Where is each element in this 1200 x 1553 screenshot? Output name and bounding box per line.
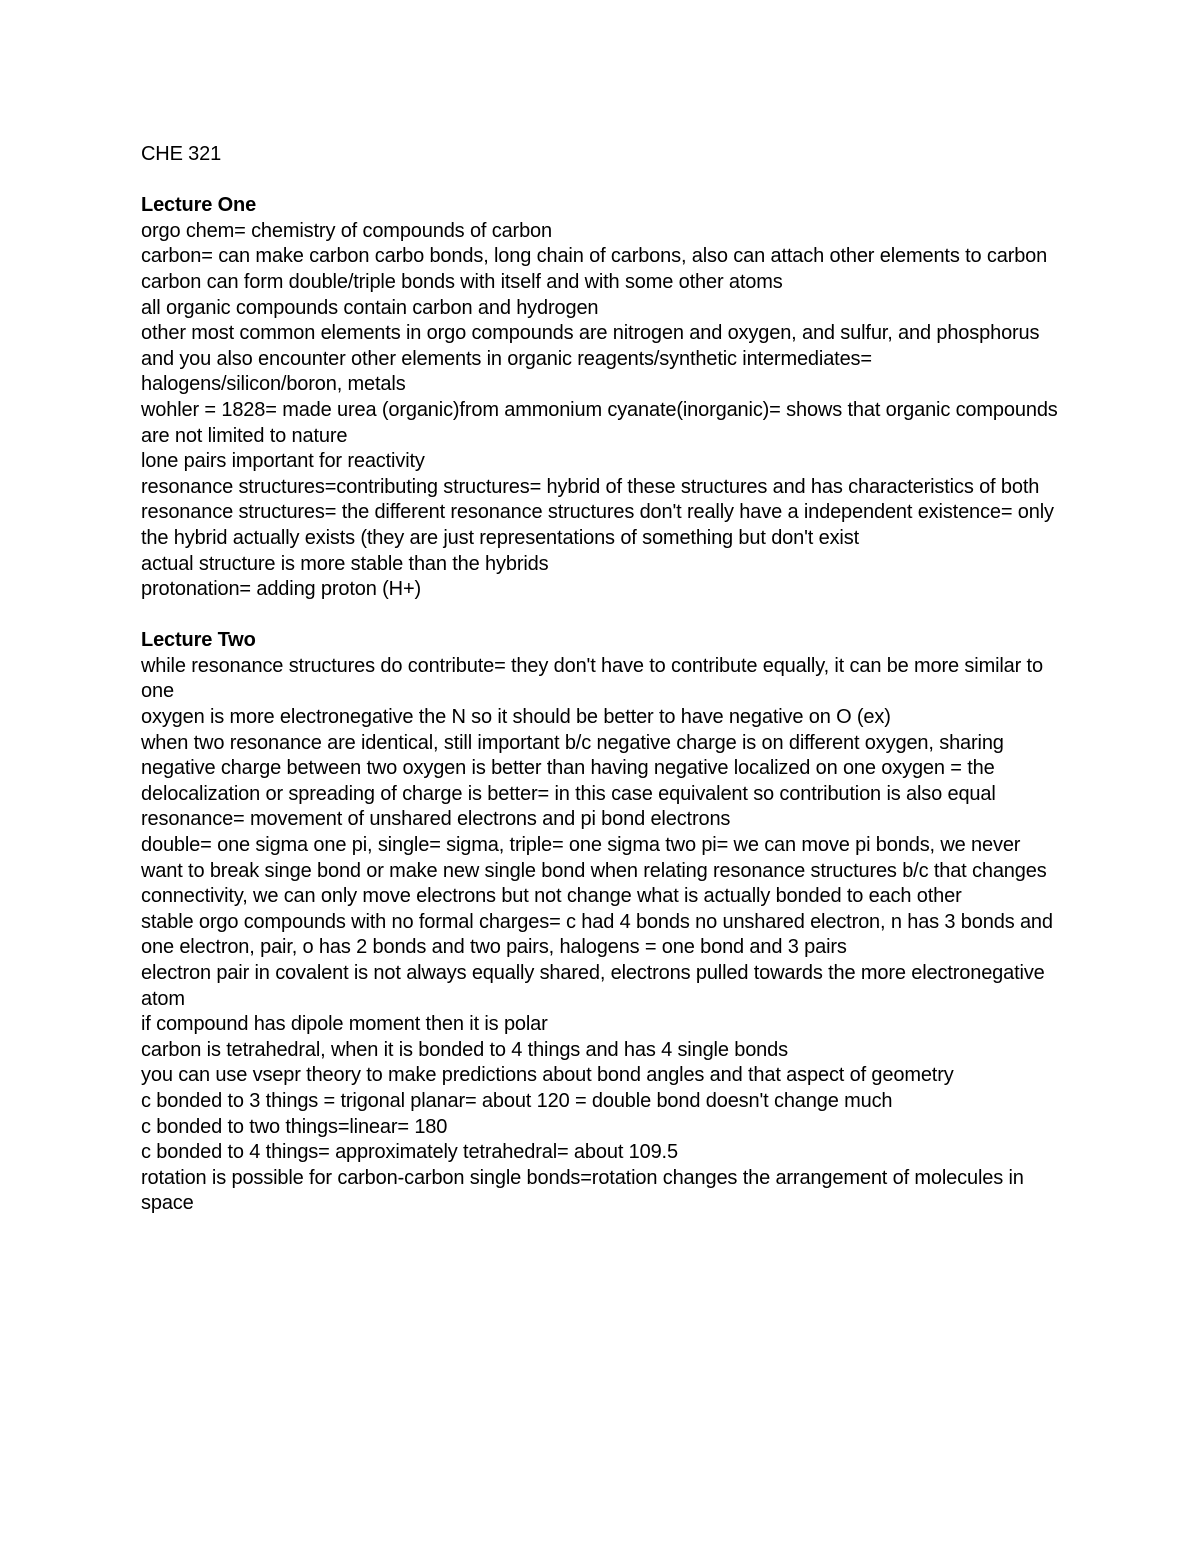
note-line: protonation= adding proton (H+) <box>141 578 421 601</box>
note-line: rotation is possible for carbon-carbon single bonds=rotation changes the arrangement of molecules in space <box>141 1166 1024 1215</box>
note-line: resonance structures= the different resonance structures don't really have a independent existence= only the hybrid actually exists (they are just representations of something but don't exist <box>141 501 1054 549</box>
course-title: CHE 321 <box>141 143 222 165</box>
note-line: while resonance structures do contribute= they don't have to contribute equally, it can be more similar to one <box>141 654 1043 703</box>
note-line: double= one sigma one pi, single= sigma, triple= one sigma two pi= we can move pi bonds, we never want to break singe bond or make new single bond when relating resonance structures b/c that changes connectivity, we can only move electrons but not change what is actually bonded to each other <box>141 834 1047 908</box>
note-line: all organic compounds contain carbon and hydrogen <box>141 296 599 319</box>
note-line: resonance= movement of unshared electrons and pi bond electrons <box>141 808 731 831</box>
blank-line <box>141 603 1066 629</box>
note-line: lone pairs important for reactivity <box>141 450 425 473</box>
note-line: resonance structures=contributing structures= hybrid of these structures and has characteristics of both <box>141 475 1040 498</box>
note-line: if compound has dipole moment then it is polar <box>141 1013 548 1036</box>
lecture-one-section <box>141 193 1066 603</box>
blank-line <box>141 168 1066 194</box>
note-line: carbon can form double/triple bonds with itself and with some other atoms <box>141 270 783 293</box>
note-line: c bonded to 4 things= approximately tetrahedral= about 109.5 <box>141 1141 678 1164</box>
note-line: carbon= can make carbon carbo bonds, long chain of carbons, also can attach other elements to carbon <box>141 245 1048 268</box>
note-line: stable orgo compounds with no formal charges= c had 4 bonds no unshared electron, n has 3 bonds and one electron, pair, o has 2 bonds and two pairs, halogens = one bond and 3 pairs <box>141 910 1053 959</box>
note-line: wohler = 1828= made urea (organic)from ammonium cyanate(inorganic)= shows that organic compounds are not limited to nature <box>141 398 1058 447</box>
document-page <box>141 142 1066 1217</box>
lecture-two-notes <box>141 654 1066 1217</box>
note-line: other most common elements in orgo compounds are nitrogen and oxygen, and sulfur, and phosphorus <box>141 322 1040 345</box>
note-line: electron pair in covalent is not always equally shared, electrons pulled towards the more electronegative atom <box>141 962 1045 1010</box>
lecture-one-heading: Lecture One <box>141 194 257 217</box>
note-line: c bonded to two things=linear= 180 <box>141 1115 448 1138</box>
note-line: when two resonance are identical, still important b/c negative charge is on different oxygen, sharing negative charge between two oxygen is better than having negative localized on one oxygen = the delocalization or spreading of charge is better= in this case equivalent so contribution is also equal <box>141 731 1004 805</box>
lecture-two-heading: Lecture Two <box>141 629 256 652</box>
lecture-two-section <box>141 628 1066 1217</box>
note-line: actual structure is more stable than the hybrids <box>141 552 549 575</box>
note-line: orgo chem= chemistry of compounds of carbon <box>141 219 552 242</box>
note-line: you can use vsepr theory to make predictions about bond angles and that aspect of geometry <box>141 1064 954 1087</box>
note-line: carbon is tetrahedral, when it is bonded to 4 things and has 4 single bonds <box>141 1038 788 1061</box>
note-line: c bonded to 3 things = trigonal planar= about 120 = double bond doesn't change much <box>141 1089 893 1112</box>
note-line: and you also encounter other elements in organic reagents/synthetic intermediates= halogens/silicon/boron, metals <box>141 347 872 396</box>
note-line: oxygen is more electronegative the N so it should be better to have negative on O (ex) <box>141 706 891 729</box>
lecture-one-notes <box>141 219 1066 603</box>
